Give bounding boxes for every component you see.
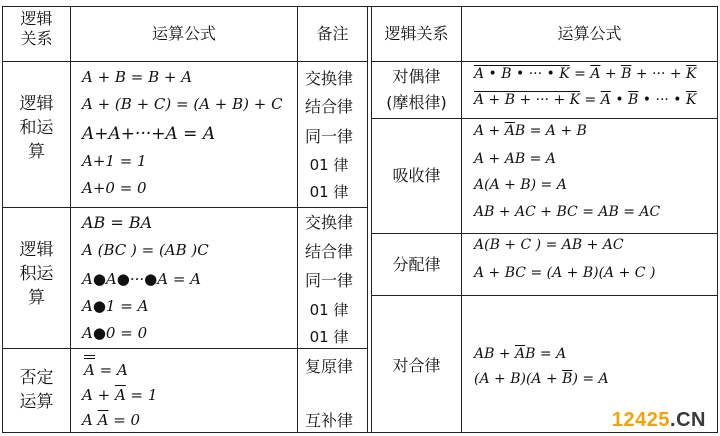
formula-distribution-2: A + BC = (A + B)(A + C ): [474, 265, 656, 281]
group-label-involution: 对合律: [392, 356, 441, 375]
site-watermark: [612, 409, 706, 432]
formula-sum-one: A+1 = 1: [82, 152, 147, 170]
right-group-divider-3: [371, 295, 717, 296]
group-label-negation: 否定 运算: [19, 368, 54, 412]
watermark-domain: .CN: [670, 409, 706, 431]
formula-sum-associative: A + (B + C) = (A + B) + C: [82, 95, 283, 113]
formula-demorgan-1: A • B • ··· • $K = \overline{A} + \overline{B}$ + ··· + $\overline{K}$: [474, 66, 697, 82]
header-logic-relation: 逻辑 关系: [20, 9, 53, 48]
table-border-bottom: [2, 432, 717, 433]
note-commutative-2: 交换律: [304, 213, 353, 232]
group-label-duality: 对偶律 (摩根律): [386, 67, 447, 112]
note-01-law-4: 01 律: [309, 328, 349, 346]
note-01-law-2: 01 律: [309, 183, 349, 201]
header-logic-relation-right: 逻辑关系: [384, 24, 449, 43]
formula-double-negation: A = A: [84, 358, 128, 379]
note-complement-law: 互补律: [304, 411, 353, 430]
note-restore-law: 复原律: [304, 357, 353, 376]
left-header-divider: [2, 61, 367, 62]
formula-involution-2: $(A + B)(A + \overline{B}) = A$: [474, 371, 609, 387]
header-note: 备注: [316, 24, 349, 43]
formula-product-associative: A (BC ) = (AB )C: [82, 241, 209, 259]
note-01-law-1: 01 律: [309, 156, 349, 174]
table-border-right: [717, 6, 718, 433]
formula-product-zero: A●0 = 0: [82, 324, 148, 342]
formula-sum-commutative: A + B = B + A: [82, 68, 193, 86]
center-double-line-a: [367, 6, 368, 433]
group-label-distribution: 分配律: [392, 255, 441, 274]
left-group-divider-2: [2, 348, 367, 349]
right-group-divider-1: [371, 118, 717, 119]
note-idempotent-1: 同一律: [304, 127, 353, 146]
left-group-divider-1: [2, 207, 367, 208]
header-formula-left: 运算公式: [151, 24, 216, 43]
formula-absorption-2: A + AB = A: [474, 151, 556, 167]
formula-product-one: A●1 = A: [82, 297, 149, 315]
formula-absorption-3: A(A + B) = A: [474, 177, 567, 193]
note-associative-1: 结合律: [304, 97, 353, 116]
right-col-divider: [461, 6, 462, 433]
formula-sum-zero: A+0 = 0: [82, 179, 147, 197]
note-01-law-3: 01 律: [309, 301, 349, 319]
group-label-absorption: 吸收律: [392, 166, 441, 185]
formula-distribution-1: A(B + C ) = AB + AC: [474, 237, 624, 253]
formula-complement-product: A $\overline{A} = 0$: [82, 411, 141, 429]
formula-absorption-4: AB + AC + BC = AB = AC: [474, 204, 661, 220]
formula-product-idempotent: A●A●···●A = A: [82, 270, 202, 288]
right-header-divider: [371, 61, 717, 62]
note-associative-2: 结合律: [304, 242, 353, 261]
formula-demorgan-2: A + B + ··· + $K = \overline{A}$ • $\overline{B}$ • ··· • $\overline{K}$: [474, 92, 697, 108]
header-formula-right: 运算公式: [557, 24, 622, 43]
note-commutative-1: 交换律: [304, 69, 353, 88]
formula-involution-1: AB + $\overline{A}B = A$: [474, 346, 567, 362]
group-label-logical-product: 逻辑 积运 算: [19, 240, 54, 308]
formula-product-commutative: AB = BA: [82, 213, 153, 232]
formula-complement-sum: $A + \overline{A} = 1$: [82, 386, 158, 404]
right-group-divider-2: [371, 233, 717, 234]
group-label-logical-sum: 逻辑 和运 算: [19, 94, 54, 162]
formula-sum-idempotent: A+A+···+A = A: [82, 124, 216, 144]
formula-absorption-1: $A + \overline{A}B = A + B$: [474, 123, 587, 139]
watermark-number: 12425: [611, 409, 671, 431]
note-idempotent-2: 同一律: [304, 271, 353, 290]
left-col-divider-1: [70, 6, 71, 433]
table-border-top: [2, 6, 717, 7]
